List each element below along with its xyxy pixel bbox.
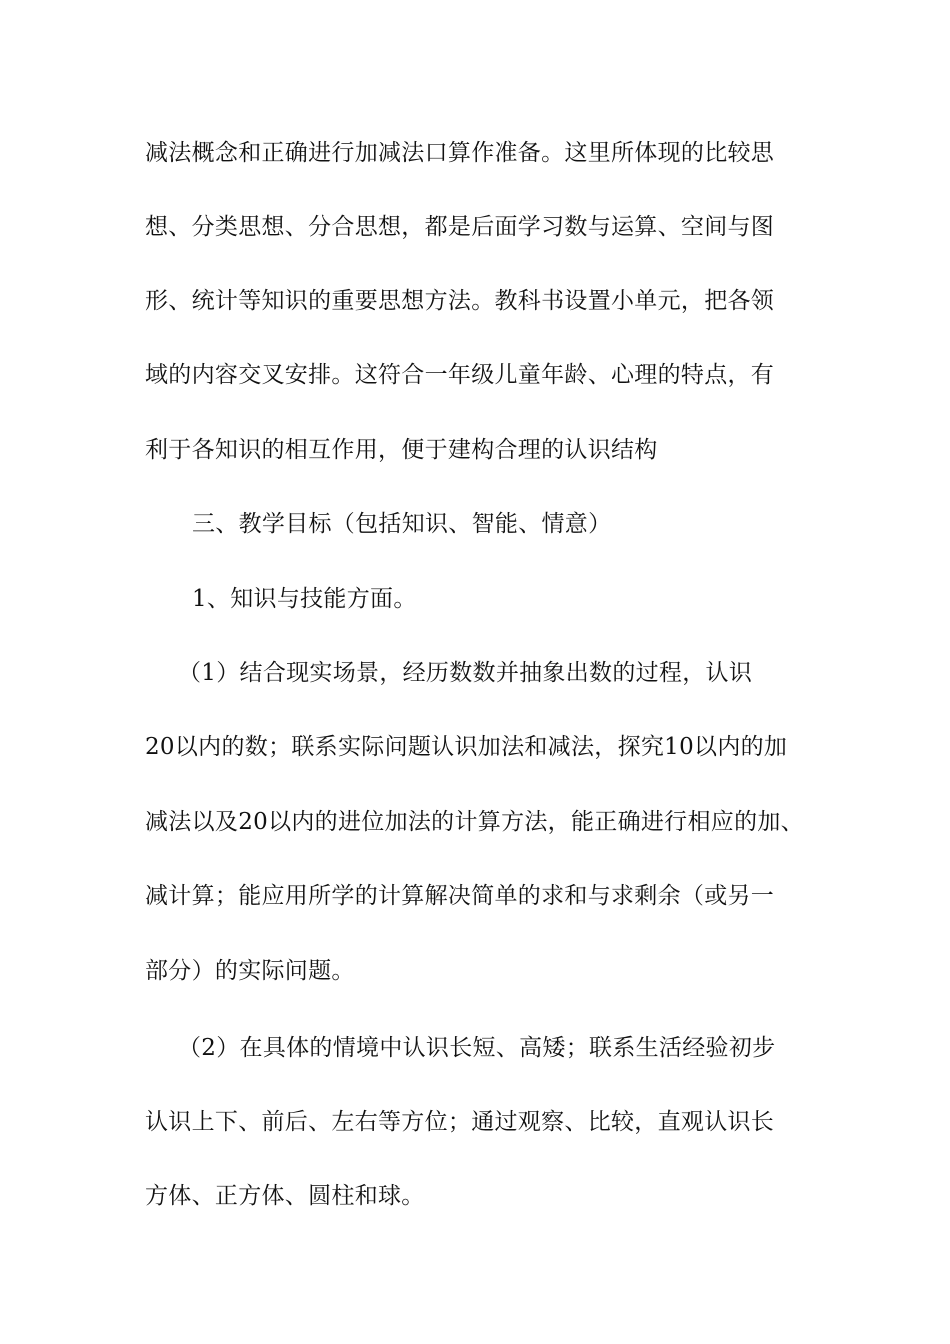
text-line-4: 域的内容交叉安排。这符合一年级儿童年龄、心理的特点，有	[145, 362, 775, 388]
subsection-heading: 1、知识与技能方面。	[192, 586, 417, 612]
text-line-2: 想、分类思想、分合思想，都是后面学习数与运算、空间与图	[145, 214, 775, 240]
text-line-5: 利于各知识的相互作用，便于建构合理的认识结构	[145, 437, 658, 463]
item-1-line-2: 20以内的数；联系实际问题认识加法和减法，探究10以内的加	[145, 734, 788, 760]
item-1-line-4: 减计算；能应用所学的计算解决简单的求和与求剩余（或另一	[145, 883, 775, 909]
text-line-3: 形、统计等知识的重要思想方法。教科书设置小单元，把各领	[145, 288, 775, 314]
item-1-line-5: 部分）的实际问题。	[145, 958, 355, 984]
item-2-line-2: 认识上下、前后、左右等方位；通过观察、比较，直观认识长	[145, 1109, 775, 1135]
item-1-line-3: 减法以及20以内的进位加法的计算方法，能正确进行相应的加、	[145, 809, 804, 835]
text-line-1: 减法概念和正确进行加减法口算作准备。这里所体现的比较思	[145, 140, 775, 166]
item-2-line-1: （2）在具体的情境中认识长短、高矮；联系生活经验初步	[178, 1035, 776, 1061]
section-heading: 三、教学目标（包括知识、智能、情意）	[192, 511, 612, 537]
item-2-line-3: 方体、正方体、圆柱和球。	[145, 1183, 425, 1209]
item-1-line-1: （1）结合现实场景，经历数数并抽象出数的过程，认识	[178, 660, 753, 686]
